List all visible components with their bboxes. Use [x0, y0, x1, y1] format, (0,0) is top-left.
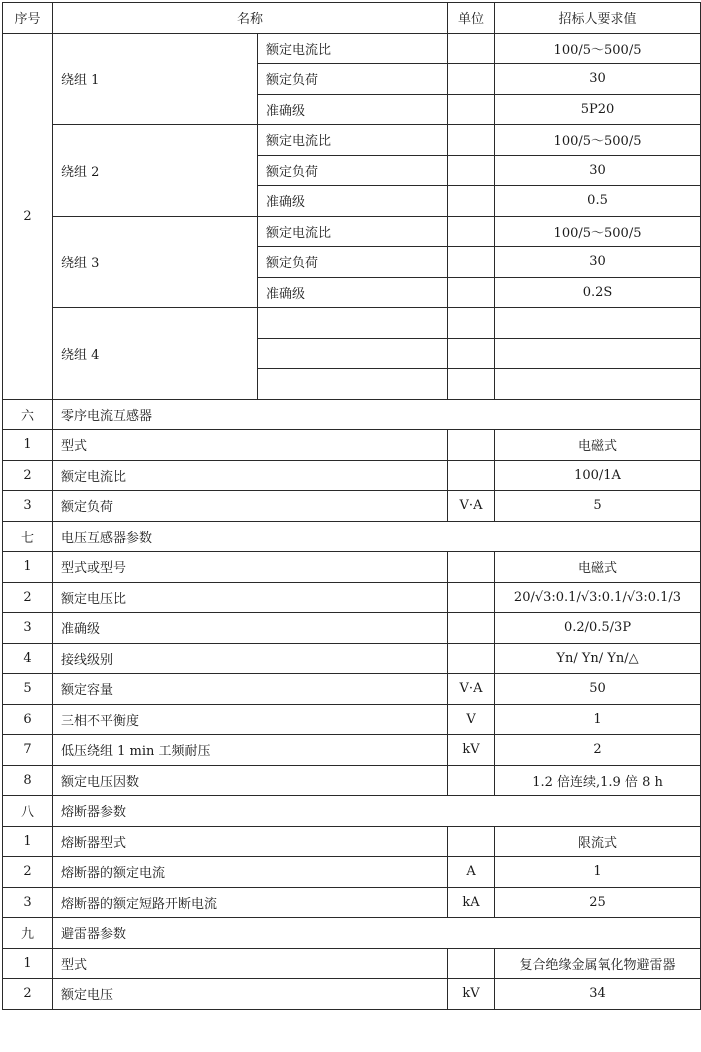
- section-seq: 八: [3, 796, 53, 827]
- section-title: 熔断器参数: [53, 796, 701, 827]
- section-title: 避雷器参数: [53, 918, 701, 949]
- winding-name: 绕组 3: [53, 216, 258, 308]
- row-value: 1: [495, 857, 701, 888]
- row-unit: kV: [448, 979, 495, 1010]
- header-row: [3, 3, 701, 34]
- table-row: [3, 460, 701, 491]
- row-value: 5: [495, 491, 701, 522]
- row-unit: [448, 582, 495, 613]
- row-unit: [448, 94, 495, 125]
- winding-param: 额定负荷: [258, 64, 448, 95]
- row-unit: [448, 125, 495, 156]
- row-name: 额定负荷: [53, 491, 448, 522]
- row-name: 熔断器的额定短路开断电流: [53, 887, 448, 918]
- row-seq: 7: [3, 735, 53, 766]
- section-title-row: [3, 796, 701, 827]
- winding-param: 额定电流比: [258, 216, 448, 247]
- winding-param: 额定电流比: [258, 125, 448, 156]
- row-seq: 3: [3, 613, 53, 644]
- table-row: [3, 613, 701, 644]
- row-name: 熔断器的额定电流: [53, 857, 448, 888]
- row-name: 三相不平衡度: [53, 704, 448, 735]
- section-title-row: [3, 399, 701, 430]
- row-unit: [448, 216, 495, 247]
- winding-param: 额定负荷: [258, 155, 448, 186]
- row-seq: 6: [3, 704, 53, 735]
- header-seq: 序号: [3, 3, 53, 34]
- row-value: 1: [495, 704, 701, 735]
- winding-name: 绕组 2: [53, 125, 258, 217]
- row-name: 额定电流比: [53, 460, 448, 491]
- table-row: [3, 552, 701, 583]
- row-name: 接线级别: [53, 643, 448, 674]
- row-unit: [448, 247, 495, 278]
- row-value: 电磁式: [495, 430, 701, 461]
- header-name: 名称: [53, 3, 448, 34]
- row-seq: 1: [3, 552, 53, 583]
- winding-param: [258, 308, 448, 339]
- row-unit: [448, 765, 495, 796]
- row-name: 低压绕组 1 min 工频耐压: [53, 735, 448, 766]
- row-value: 100/5～500/5: [495, 33, 701, 64]
- row-value: [495, 369, 701, 400]
- table-row: [3, 430, 701, 461]
- section-title: 零序电流互感器: [53, 399, 701, 430]
- winding-param: 准确级: [258, 94, 448, 125]
- row-value: 复合绝缘金属氧化物避雷器: [495, 948, 701, 979]
- section-seq: 九: [3, 918, 53, 949]
- row-value: 20/√3:0.1/√3:0.1/√3:0.1/3: [495, 582, 701, 613]
- section-title: 电压互感器参数: [53, 521, 701, 552]
- table-row: [3, 582, 701, 613]
- row-value: 30: [495, 247, 701, 278]
- row-unit: [448, 430, 495, 461]
- header-unit: 单位: [448, 3, 495, 34]
- row-unit: V: [448, 704, 495, 735]
- winding-param: 额定负荷: [258, 247, 448, 278]
- section-seq: 七: [3, 521, 53, 552]
- row-unit: [448, 643, 495, 674]
- row-unit: V·A: [448, 491, 495, 522]
- row-unit: [448, 155, 495, 186]
- row-seq: 3: [3, 491, 53, 522]
- row-unit: [448, 64, 495, 95]
- row-seq: 1: [3, 948, 53, 979]
- row-unit: A: [448, 857, 495, 888]
- winding-param: [258, 338, 448, 369]
- row-value: 25: [495, 887, 701, 918]
- row-unit: [448, 369, 495, 400]
- table-row: [3, 857, 701, 888]
- section-seq: 六: [3, 399, 53, 430]
- row-unit: [448, 186, 495, 217]
- row-seq: 4: [3, 643, 53, 674]
- winding-param: 准确级: [258, 186, 448, 217]
- table-row: [3, 704, 701, 735]
- row-value: 50: [495, 674, 701, 705]
- table-row: [3, 674, 701, 705]
- row-seq: 2: [3, 460, 53, 491]
- row-seq: 8: [3, 765, 53, 796]
- row-value: 100/5～500/5: [495, 125, 701, 156]
- winding-row: [3, 216, 701, 247]
- row-name: 型式或型号: [53, 552, 448, 583]
- winding-param: 额定电流比: [258, 33, 448, 64]
- winding-name: 绕组 1: [53, 33, 258, 125]
- row-name: 额定电压: [53, 979, 448, 1010]
- table-row: [3, 948, 701, 979]
- row-seq: 1: [3, 430, 53, 461]
- row-value: 5P20: [495, 94, 701, 125]
- row-name: 型式: [53, 430, 448, 461]
- winding-name: 绕组 4: [53, 308, 258, 400]
- table-row: [3, 765, 701, 796]
- row-value: 限流式: [495, 826, 701, 857]
- section-title-row: [3, 521, 701, 552]
- row-unit: [448, 613, 495, 644]
- row-unit: [448, 338, 495, 369]
- row-value: 0.5: [495, 186, 701, 217]
- row-value: 0.2/0.5/3P: [495, 613, 701, 644]
- winding-row: [3, 33, 701, 64]
- row-value: 0.2S: [495, 277, 701, 308]
- row-value: Yn/ Yn/ Yn/△: [495, 643, 701, 674]
- row-name: 额定电压因数: [53, 765, 448, 796]
- row-unit: V·A: [448, 674, 495, 705]
- row-unit: [448, 826, 495, 857]
- row-seq: 2: [3, 582, 53, 613]
- row-unit: [448, 308, 495, 339]
- row-seq: 2: [3, 33, 53, 399]
- row-unit: [448, 948, 495, 979]
- table-body: [3, 3, 701, 1010]
- row-value: [495, 308, 701, 339]
- row-value: 1.2 倍连续,1.9 倍 8 h: [495, 765, 701, 796]
- row-name: 额定电压比: [53, 582, 448, 613]
- row-unit: [448, 552, 495, 583]
- section-title-row: [3, 918, 701, 949]
- row-seq: 2: [3, 979, 53, 1010]
- table-row: [3, 735, 701, 766]
- row-unit: [448, 33, 495, 64]
- row-unit: [448, 277, 495, 308]
- table-row: [3, 979, 701, 1010]
- winding-param: 准确级: [258, 277, 448, 308]
- table-row: [3, 887, 701, 918]
- row-seq: 1: [3, 826, 53, 857]
- row-seq: 2: [3, 857, 53, 888]
- table-row: [3, 643, 701, 674]
- parameter-table: [2, 2, 701, 1010]
- row-value: 100/5～500/5: [495, 216, 701, 247]
- table-row: [3, 826, 701, 857]
- row-name: 熔断器型式: [53, 826, 448, 857]
- row-unit: kA: [448, 887, 495, 918]
- row-value: 30: [495, 155, 701, 186]
- row-seq: 5: [3, 674, 53, 705]
- row-unit: kV: [448, 735, 495, 766]
- table-row: [3, 491, 701, 522]
- winding-row: [3, 125, 701, 156]
- row-value: 100/1A: [495, 460, 701, 491]
- row-value: 2: [495, 735, 701, 766]
- row-value: 34: [495, 979, 701, 1010]
- row-unit: [448, 460, 495, 491]
- row-value: 30: [495, 64, 701, 95]
- row-name: 额定容量: [53, 674, 448, 705]
- winding-param: [258, 369, 448, 400]
- winding-row: [3, 308, 701, 339]
- row-name: 型式: [53, 948, 448, 979]
- row-value: 电磁式: [495, 552, 701, 583]
- row-name: 准确级: [53, 613, 448, 644]
- row-value: [495, 338, 701, 369]
- header-value: 招标人要求值: [495, 3, 701, 34]
- row-seq: 3: [3, 887, 53, 918]
